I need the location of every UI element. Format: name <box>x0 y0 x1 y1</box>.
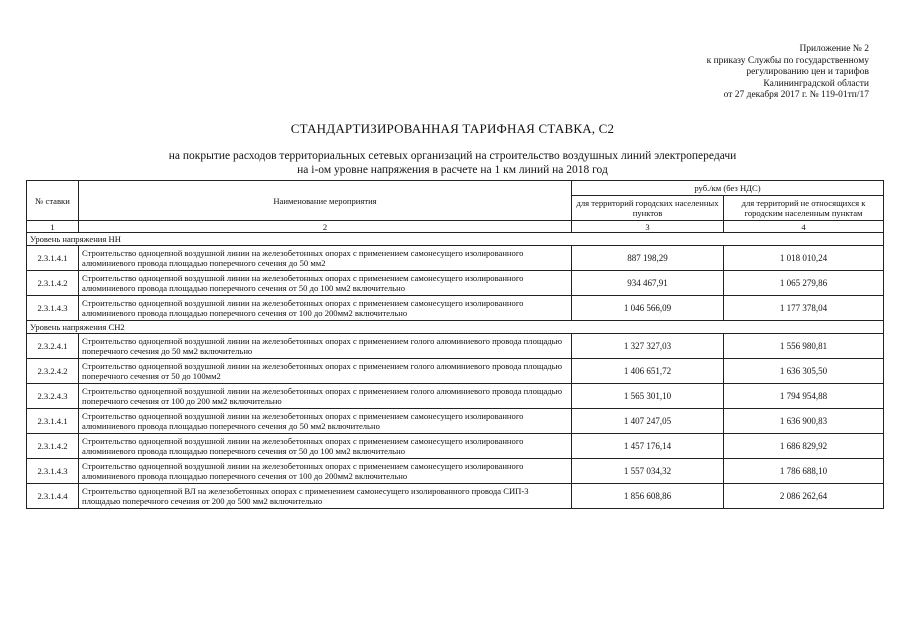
column-number: 3 <box>572 221 724 233</box>
table-row <box>27 334 884 359</box>
section-row <box>27 321 884 334</box>
column-number: 4 <box>724 221 884 233</box>
measure-description: Строительство одноцепной ВЛ на железобетонных опорах с применением самонесущего изолированного провода СИП-3 площадью поперечного сечения от 200 до 500 мм2 включительно <box>79 484 572 509</box>
measure-description: Строительство одноцепной воздушной линии на железобетонных опорах с применением самонесущего изолированного алюминиевого провода площадью поперечного сечения от 100 до 200мм2 включительно <box>79 459 572 484</box>
measure-description: Строительство одноцепной воздушной линии на железобетонных опорах с применением самонесущего изолированного алюминиевого провода площадью поперечного сечения от 100 до 200мм2 включительно <box>79 296 572 321</box>
rate-code: 2.3.1.4.4 <box>27 484 79 509</box>
appendix-line: регулированию цен и тарифов <box>746 67 869 77</box>
table-row <box>27 246 884 271</box>
subtitle-line: на i-ом уровне напряжения в расчете на 1 км линий на 2018 год <box>297 163 608 176</box>
rate-code: 2.3.1.4.2 <box>27 434 79 459</box>
non-urban-rate-value: 1 794 954,88 <box>724 384 884 409</box>
non-urban-rate-value: 1 636 900,83 <box>724 409 884 434</box>
section-title: Уровень напряжения СН2 <box>27 321 884 334</box>
document-subtitle <box>0 150 905 177</box>
column-number: 2 <box>79 221 572 233</box>
urban-rate-value: 1 856 608,86 <box>572 484 724 509</box>
rate-code: 2.3.1.4.1 <box>27 409 79 434</box>
table-row <box>27 271 884 296</box>
rate-code: 2.3.1.4.3 <box>27 296 79 321</box>
non-urban-rate-value: 1 065 279,86 <box>724 271 884 296</box>
appendix-line: к приказу Службы по государственному <box>706 55 869 66</box>
table-body <box>27 233 884 509</box>
rate-code: 2.3.1.4.3 <box>27 459 79 484</box>
measure-description: Строительство одноцепной воздушной линии на железобетонных опорах с применением самонесущего изолированного алюминиевого провода площадью поперечного сечения до 50 мм2 включительно <box>79 409 572 434</box>
urban-rate-value: 1 407 247,05 <box>572 409 724 434</box>
appendix-line: Приложение № 2 <box>799 44 869 54</box>
urban-rate-value: 1 457 176,14 <box>572 434 724 459</box>
urban-rate-value: 1 406 651,72 <box>572 359 724 384</box>
column-number: 1 <box>27 221 79 233</box>
measure-description: Строительство одноцепной воздушной линии на железобетонных опорах с применением голого алюминиевого провода площадью поперечного сечения от 100 до 200 мм2 включительно <box>79 384 572 409</box>
non-urban-rate-value: 1 177 378,04 <box>724 296 884 321</box>
header-measure-name: Наименование мероприятия <box>79 181 572 221</box>
section-title: Уровень напряжения НН <box>27 233 884 246</box>
rate-code: 2.3.1.4.2 <box>27 271 79 296</box>
appendix-line: от 27 декабря 2017 г. № 119-01тп/17 <box>723 90 869 100</box>
measure-description: Строительство одноцепной воздушной линии на железобетонных опорах с применением самонесущего изолированного алюминиевого провода площадью поперечного сечения до 50 мм2 <box>79 246 572 271</box>
urban-rate-value: 1 046 566,09 <box>572 296 724 321</box>
urban-rate-value: 1 557 034,32 <box>572 459 724 484</box>
table-row <box>27 459 884 484</box>
header-urban: для территорий городских населенных пунктов <box>572 196 724 221</box>
table-row <box>27 484 884 509</box>
table-row <box>27 359 884 384</box>
measure-description: Строительство одноцепной воздушной линии на железобетонных опорах с применением самонесущего изолированного алюминиевого провода площадью поперечного сечения от 50 до 100 мм2 включительно <box>79 271 572 296</box>
urban-rate-value: 1 565 301,10 <box>572 384 724 409</box>
rate-code: 2.3.2.4.1 <box>27 334 79 359</box>
header-unit: руб./км (без НДС) <box>572 181 884 196</box>
measure-description: Строительство одноцепной воздушной линии на железобетонных опорах с применением голого алюминиевого провода площадью поперечного сечения от 50 до 100мм2 <box>79 359 572 384</box>
table-row <box>27 409 884 434</box>
measure-description: Строительство одноцепной воздушной линии на железобетонных опорах с применением голого алюминиевого провода площадью поперечного сечения до 50 мм2 включительно <box>79 334 572 359</box>
non-urban-rate-value: 1 686 829,92 <box>724 434 884 459</box>
table-row <box>27 296 884 321</box>
table-row <box>27 434 884 459</box>
table-row <box>27 384 884 409</box>
header-non-urban: для территорий не относящихся к городским населенным пунктам <box>724 196 884 221</box>
appendix-line: Калининградской области <box>763 78 869 89</box>
subtitle-line: на покрытие расходов территориальных сетевых организаций на строительство воздушных линий электропередачи <box>168 150 737 162</box>
non-urban-rate-value: 2 086 262,64 <box>724 484 884 509</box>
measure-description: Строительство одноцепной воздушной линии на железобетонных опорах с применением самонесущего изолированного алюминиевого провода площадью поперечного сечения от 50 до 100 мм2 включительно <box>79 434 572 459</box>
rate-code: 2.3.2.4.2 <box>27 359 79 384</box>
header-rate-number: № ставки <box>27 181 79 221</box>
section-row <box>27 233 884 246</box>
non-urban-rate-value: 1 018 010,24 <box>724 246 884 271</box>
urban-rate-value: 934 467,91 <box>572 271 724 296</box>
rate-code: 2.3.1.4.1 <box>27 246 79 271</box>
urban-rate-value: 1 327 327,03 <box>572 334 724 359</box>
tariff-table <box>26 180 884 509</box>
urban-rate-value: 887 198,29 <box>572 246 724 271</box>
non-urban-rate-value: 1 786 688,10 <box>724 459 884 484</box>
rate-code: 2.3.2.4.3 <box>27 384 79 409</box>
non-urban-rate-value: 1 636 305,50 <box>724 359 884 384</box>
non-urban-rate-value: 1 556 980,81 <box>724 334 884 359</box>
appendix-block <box>707 44 869 102</box>
document-title: СТАНДАРТИЗИРОВАННАЯ ТАРИФНАЯ СТАВКА, С2 <box>290 121 615 136</box>
